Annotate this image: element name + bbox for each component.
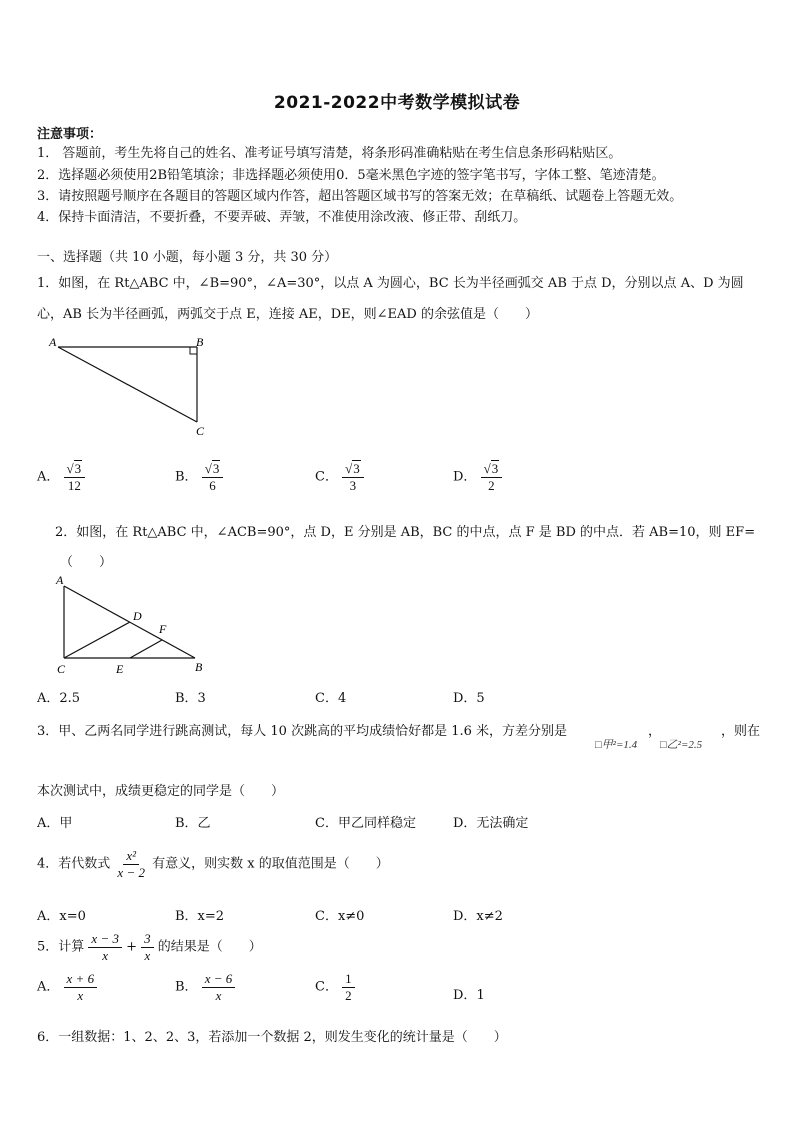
question-3-tail: ，则在	[721, 724, 761, 739]
figure-label-a: A	[49, 335, 57, 349]
question-3-comma: ，	[648, 724, 662, 739]
option-letter: A．	[37, 469, 60, 485]
fraction-denominator: 2	[345, 987, 352, 1003]
variance-jia: □甲²=1.4	[595, 739, 638, 751]
option-a: A． $\frac{√3}{12}$	[37, 462, 85, 492]
fraction-denominator: 6	[209, 477, 216, 493]
option-letter: D．	[453, 988, 477, 1003]
option-c: C．x≠0	[315, 909, 365, 924]
fraction-denominator: x − 2	[117, 864, 145, 880]
option-b: B． $\frac{√3}{6}$	[175, 462, 223, 492]
option-letter: D．	[453, 469, 477, 485]
question-2-figure	[52, 572, 212, 680]
fraction-denominator: 12	[67, 477, 81, 493]
fraction-numerator: 1	[342, 972, 355, 988]
option-letter: C．	[315, 979, 338, 995]
option-c: C．4	[315, 691, 347, 706]
notice-heading: 注意事项：	[37, 127, 103, 142]
figure-label-e: E	[116, 662, 124, 676]
page-title: 2021-2022中考数学模拟试卷	[273, 93, 521, 113]
question-6-text: 6．一组数据：1、2、2、3，若添加一个数据 2，则发生变化的统计量是（ ）	[37, 1030, 507, 1045]
option-letter: A．	[37, 979, 60, 995]
option-b: B．3	[175, 691, 206, 706]
question-4-pre: 4．若代数式	[37, 856, 111, 872]
question-1-figure	[44, 333, 214, 441]
option-d: D．x≠2	[453, 909, 503, 924]
option-b	[175, 972, 235, 1002]
sqrt-radicand: 3	[212, 461, 220, 476]
option-c: C．甲乙同样稳定	[315, 816, 416, 831]
figure-label-b: B	[196, 335, 204, 349]
fraction-numerator: x + 6	[64, 972, 98, 988]
notice-item: 1． 答题前，考生先将自己的姓名、准考证号填写清楚，将条形码准确粘贴在考生信息条形码粘贴区。	[37, 146, 622, 161]
option-a: A．2.5	[37, 691, 81, 706]
fraction-numerator: x²	[123, 849, 139, 865]
option-d: D． $\frac{√3}{2}$	[453, 462, 502, 492]
question-5-pre: 5．计算	[37, 939, 85, 955]
question-3-text-cont: 本次测试中，成绩更稳定的同学是（ ）	[37, 784, 285, 799]
option-b: B．乙	[175, 816, 211, 831]
question-3-text: 3．甲、乙两名同学进行跳高测试，每人 10 次跳高的平均成绩恰好都是 1.6 米，方差分别是	[37, 724, 568, 739]
question-4-post: 有意义，则实数 x 的取值范围是（ ）	[152, 856, 389, 872]
option-letter: B．	[175, 979, 198, 995]
figure-label-d: D	[133, 609, 142, 623]
question-2-text-cont: （ ）	[60, 555, 113, 570]
variance-yi: □乙²=2.5	[660, 739, 703, 751]
option-a	[37, 972, 97, 1002]
question-4-text	[37, 849, 389, 879]
question-2-text: 2．如图，在 Rt△ABC 中，∠ACB=90°，点 D，E 分别是 AB，BC 的中点，点 F 是 BD 的中点．若 AB=10，则 EF=	[55, 525, 756, 540]
sqrt-radicand: 3	[353, 461, 360, 476]
option-value: 1	[476, 988, 485, 1003]
plus-sign: +	[126, 939, 138, 955]
option-letter: C．	[315, 469, 338, 485]
figure-label-b: B	[195, 660, 203, 674]
fraction-denominator: 2	[488, 477, 495, 493]
figure-label-c: C	[196, 424, 205, 438]
fraction-denominator: 3	[349, 477, 357, 493]
option-d: D．无法确定	[453, 816, 529, 831]
figure-label-c: C	[57, 662, 66, 676]
option-a: A．甲	[37, 816, 73, 831]
fraction-denominator: x	[215, 987, 222, 1003]
section-heading: 一、选择题（共 10 小题，每小题 3 分，共 30 分）	[37, 250, 338, 265]
figure-label-f: F	[159, 622, 167, 636]
fraction-numerator: x − 3	[88, 932, 122, 948]
notice-item: 2．选择题必须使用2B铅笔填涂；非选择题必须使用0．5毫米黑色字迹的签字笔书写，字体工整、笔迹清楚。	[37, 168, 665, 183]
option-c	[315, 972, 355, 1002]
question-1-text: 1．如图，在 Rt△ABC 中，∠B=90°，∠A=30°，以点 A 为圆心，BC 长为半径画弧交 AB 于点 D，分别以点 A、D 为圆	[37, 276, 744, 291]
option-a: A．x=0	[37, 909, 86, 924]
fraction-numerator: x − 6	[202, 972, 236, 988]
question-5-text	[37, 932, 262, 962]
option-d: D．5	[453, 691, 485, 706]
question-5-post: 的结果是（ ）	[157, 939, 262, 955]
sqrt-radicand: 3	[74, 461, 82, 476]
fraction-denominator: x	[102, 947, 109, 963]
fraction-denominator: x	[77, 987, 84, 1003]
notice-item: 3．请按照题号顺序在各题目的答题区域内作答，超出答题区域书写的答案无效；在草稿纸、试题卷上答题无效。	[37, 189, 683, 204]
notice-item: 4．保持卡面清洁，不要折叠，不要弄破、弄皱，不准使用涂改液、修正带、刮纸刀。	[37, 210, 527, 225]
option-b: B．x=2	[175, 909, 225, 924]
question-1-text-cont: 心，AB 长为半径画弧，两弧交于点 E，连接 AE，DE，则∠EAD 的余弦值是（ ）	[37, 307, 538, 322]
figure-label-a: A	[56, 573, 64, 587]
option-letter: B．	[175, 469, 198, 485]
fraction-numerator: 3	[141, 932, 154, 948]
fraction-denominator: x	[144, 947, 151, 963]
option-c: C． $\frac{√3}{3}$	[315, 462, 364, 492]
option-d	[453, 984, 485, 1003]
sqrt-radicand: 3	[491, 461, 499, 476]
